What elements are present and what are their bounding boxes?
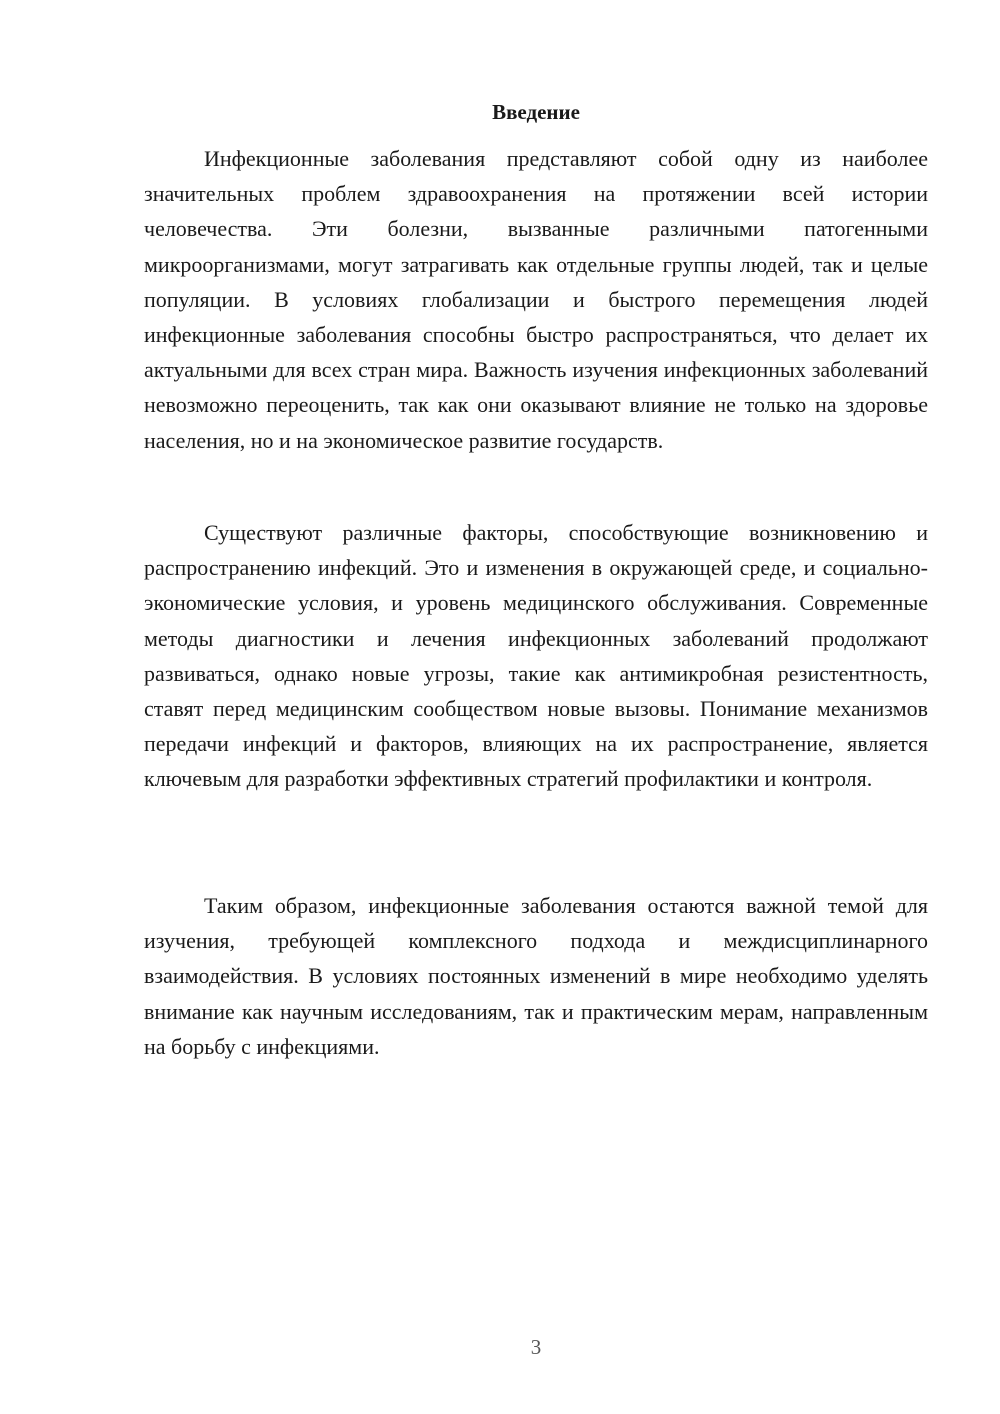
paragraph-3: Таким образом, инфекционные заболевания остаются важной темой для изучения, требующей комплексного подхода и междисциплинарного взаимодействия. В условиях постоянных изменений в мире необходимо уделять внимание как научным исследованиям, так и практическим мерам, направленным на борьбу с инфекциями. xyxy=(144,893,928,1059)
page-number: 3 xyxy=(530,1335,542,1359)
section-heading: Введение xyxy=(492,100,580,124)
paragraph-2: Существуют различные факторы, способствующие возникновению и распространению инфекций. Это и изменения в окружающей среде, и социально-экономические условия, и уровень медицинского обслуживания. Современные методы диагностики и лечения инфекционных заболеваний продолжают развиваться, однако новые угрозы, такие как антимикробная резистентность, ставят перед медицинским сообществом новые вызовы. Понимание механизмов передачи инфекций и факторов, влияющих на их распространение, является ключевым для разработки эффективных стратегий профилактики и контроля. xyxy=(144,520,928,792)
paragraph-1: Инфекционные заболевания представляют собой одну из наиболее значительных проблем здравоохранения на протяжении всей истории человечества. Эти болезни, вызванные различными патогенными микроорганизмами, могут затрагивать как отдельные группы людей, так и целые популяции. В условиях глобализации и быстрого перемещения людей инфекционные заболевания способны быстро распространяться, что делает их актуальными для всех стран мира. Важность изучения инфекционных заболеваний невозможно переоценить, так как они оказывают влияние не только на здоровье населения, но и на экономическое развитие государств. xyxy=(144,146,928,453)
